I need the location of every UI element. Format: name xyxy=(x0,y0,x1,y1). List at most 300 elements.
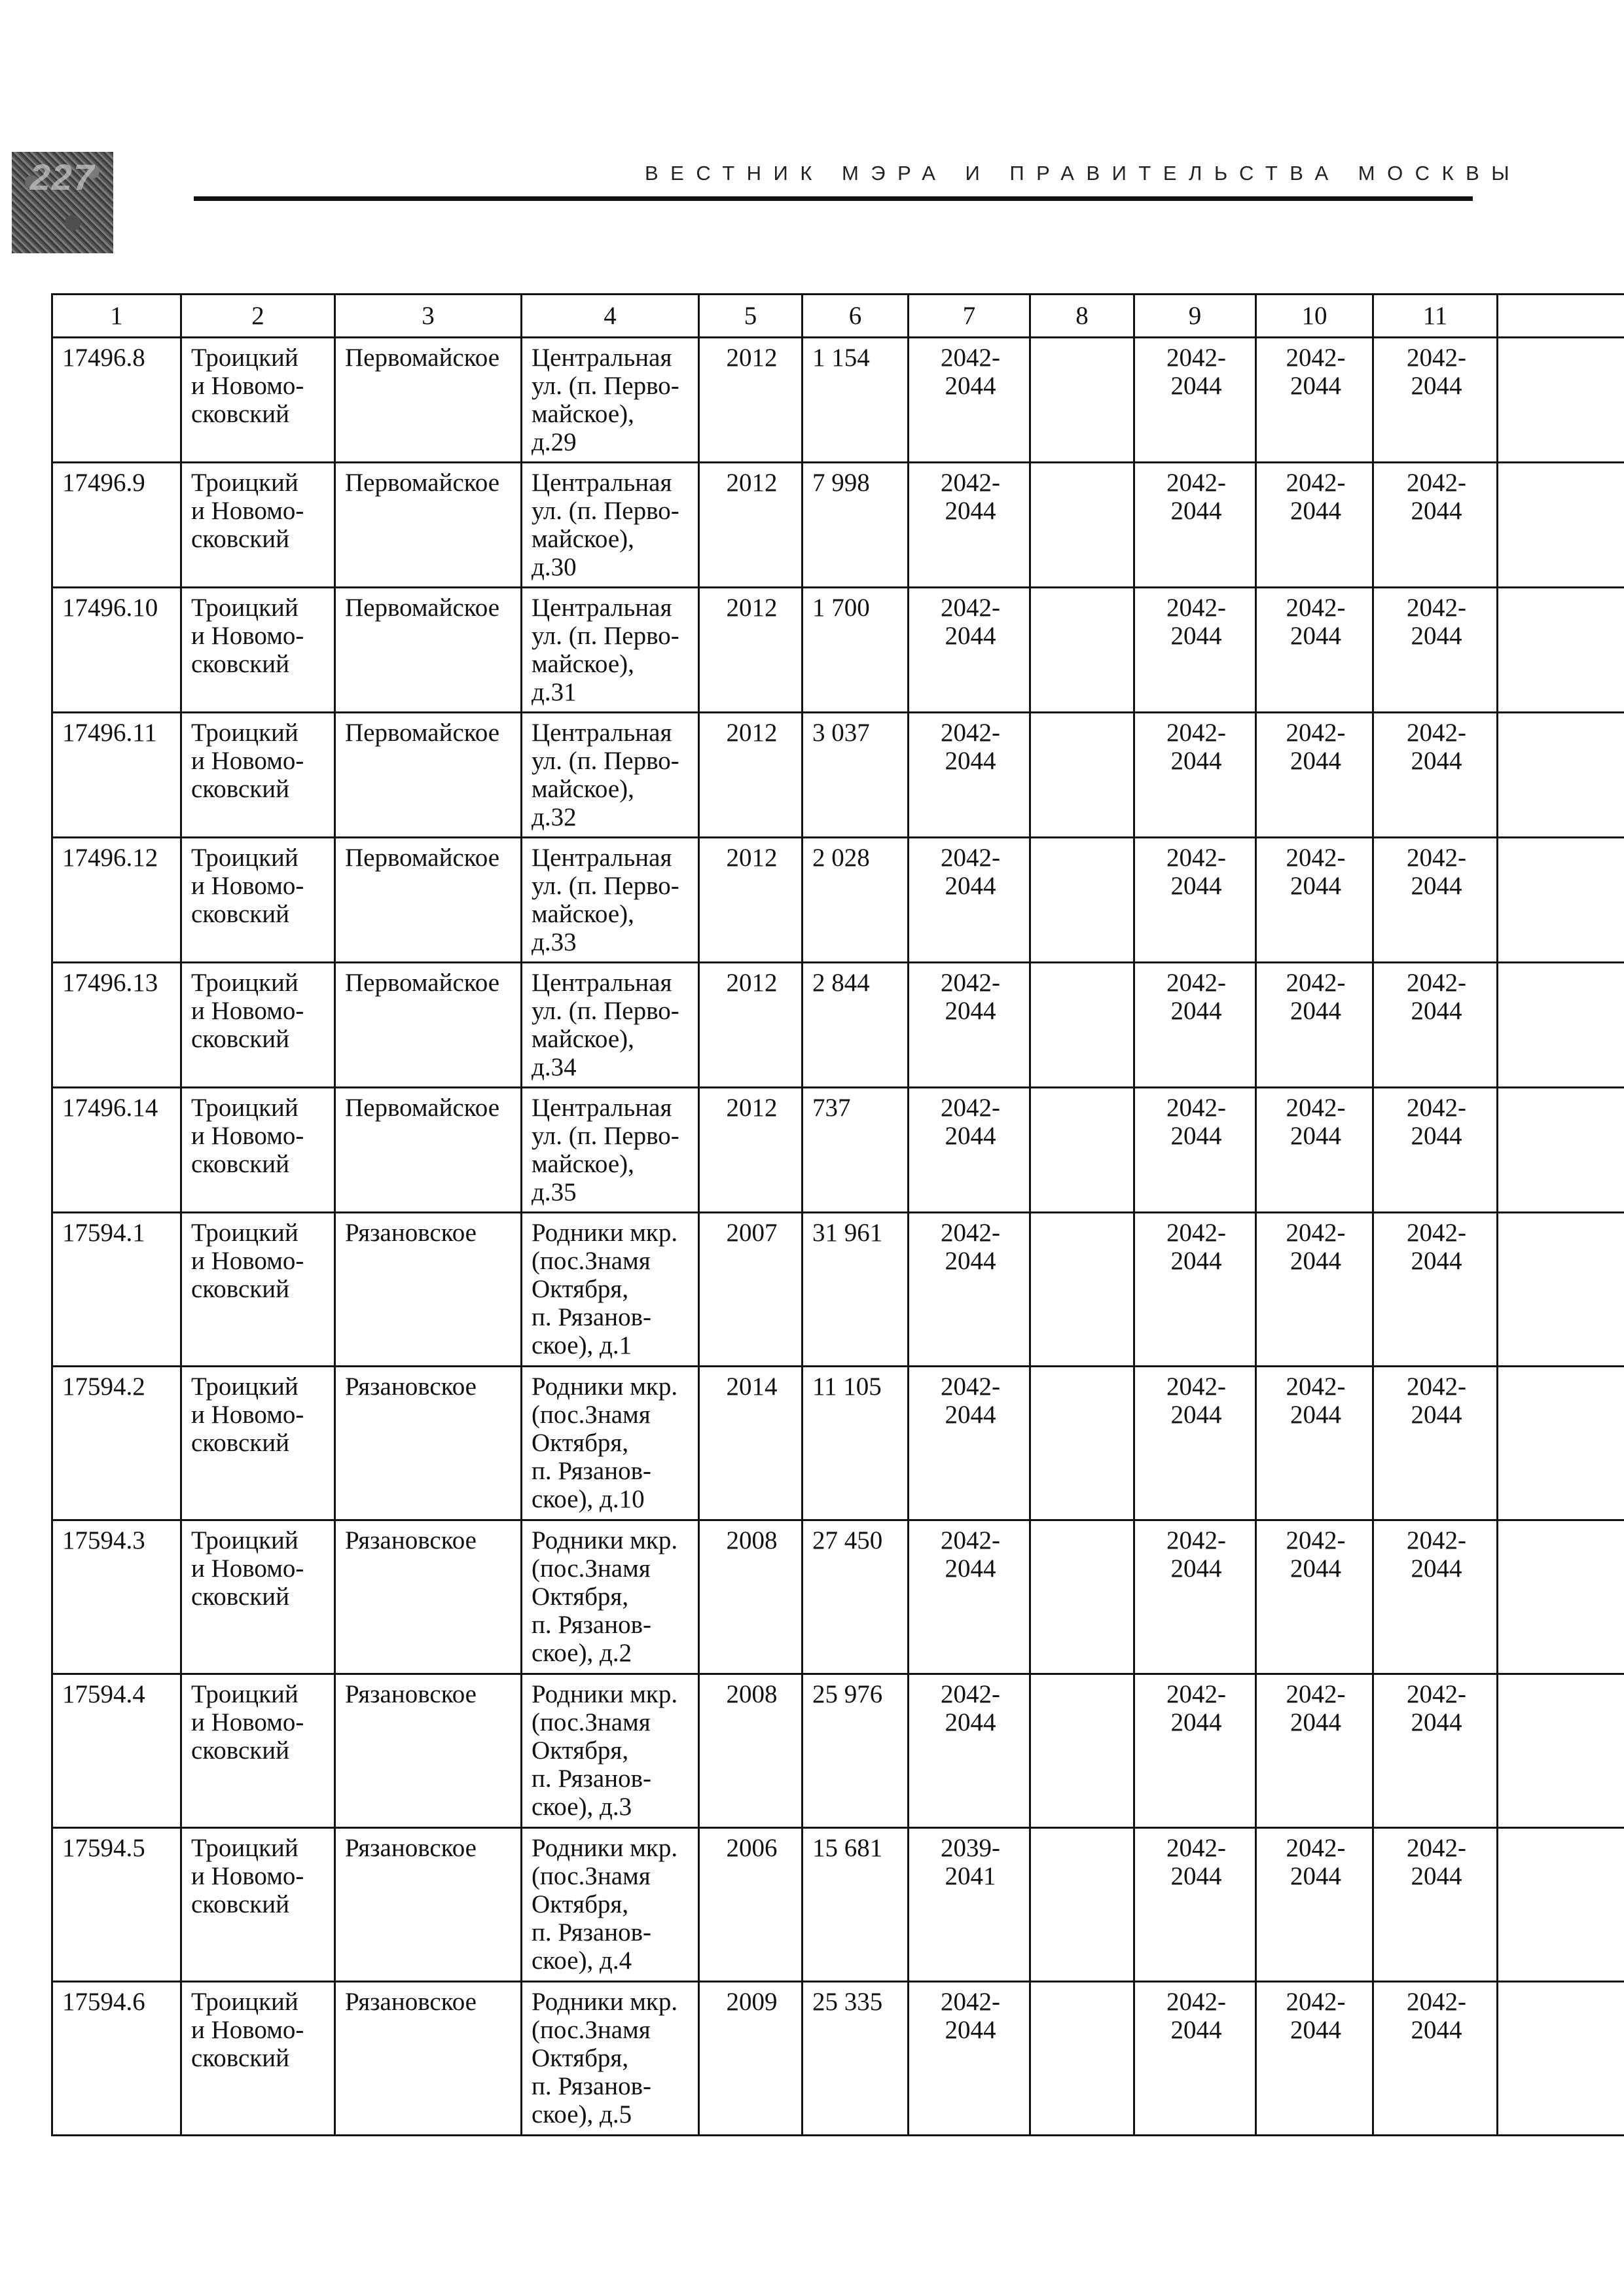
cell-col-4 xyxy=(522,1520,699,1674)
cell-line: (пос.Знамя xyxy=(532,1401,651,1429)
column-header: 6 xyxy=(803,295,909,338)
cell-line: 2042- xyxy=(1286,1372,1346,1401)
cell-col-5: 2006 xyxy=(699,1828,803,1982)
cell-line: 2044 xyxy=(1290,372,1341,400)
housing-registry-table xyxy=(51,293,1624,2136)
cell-line: 2044 xyxy=(1411,1247,1462,1275)
cell-line: п. Рязанов- xyxy=(532,1611,652,1639)
cell-col-2 xyxy=(181,588,335,713)
table-row xyxy=(52,838,1624,963)
cell-col-3: Первомайское xyxy=(335,963,522,1088)
table-row xyxy=(52,588,1624,713)
cell-line: сковский xyxy=(191,1275,289,1303)
cell-col-7 xyxy=(909,588,1030,713)
cell-col-1: 17594.1 xyxy=(52,1213,181,1367)
cell-col-12 xyxy=(1498,1674,1624,1828)
cell-col-8 xyxy=(1030,713,1134,838)
cell-line: ул. (п. Перво- xyxy=(532,872,679,900)
cell-line: 2044 xyxy=(1170,1554,1222,1583)
cell-line: 2042- xyxy=(1286,844,1346,872)
cell-col-6: 11 105 xyxy=(803,1367,909,1520)
cell-col-9 xyxy=(1134,1982,1256,2136)
cell-col-8 xyxy=(1030,1088,1134,1213)
cell-line: 2042- xyxy=(941,969,1000,997)
cell-line: 2042- xyxy=(1407,1372,1466,1401)
cell-line: 2044 xyxy=(1411,1554,1462,1583)
cell-col-1: 17594.2 xyxy=(52,1367,181,1520)
cell-line: 2042- xyxy=(1407,1680,1466,1708)
cell-line: и Новомо- xyxy=(191,1708,304,1736)
cell-line: майское), xyxy=(532,1025,634,1053)
cell-line: 2042- xyxy=(1407,1988,1466,2016)
cell-line: 2042- xyxy=(1286,1680,1346,1708)
cell-line: 2044 xyxy=(1170,997,1222,1025)
cell-line: 2044 xyxy=(1290,1247,1341,1275)
cell-line: сковский xyxy=(191,1736,289,1765)
cell-line: 2044 xyxy=(1411,872,1462,900)
cell-col-7 xyxy=(909,338,1030,463)
cell-col-9 xyxy=(1134,1088,1256,1213)
cell-line: 2042- xyxy=(1286,1526,1346,1554)
cell-col-6: 3 037 xyxy=(803,713,909,838)
column-header: 1 xyxy=(52,295,181,338)
cell-line: 2044 xyxy=(945,1708,996,1736)
cell-line: Центральная xyxy=(532,969,672,997)
cell-line: 2044 xyxy=(1170,1247,1222,1275)
cell-line: и Новомо- xyxy=(191,2016,304,2044)
cell-line: 2042- xyxy=(1166,844,1226,872)
cell-line: д.34 xyxy=(532,1053,577,1081)
cell-line: и Новомо- xyxy=(191,997,304,1025)
cell-line: ул. (п. Перво- xyxy=(532,747,679,775)
cell-line: ул. (п. Перво- xyxy=(532,997,679,1025)
cell-line: 2044 xyxy=(945,1122,996,1150)
cell-line: Троицкий xyxy=(191,344,298,372)
cell-line: Троицкий xyxy=(191,1094,298,1122)
cell-col-8 xyxy=(1030,963,1134,1088)
cell-col-9 xyxy=(1134,1520,1256,1674)
cell-line: 2042- xyxy=(1286,719,1346,747)
cell-line: (пос.Знамя xyxy=(532,1247,651,1275)
page-number-badge xyxy=(12,152,113,253)
table-row xyxy=(52,1520,1624,1674)
cell-col-12 xyxy=(1498,1213,1624,1367)
page-number: 227 xyxy=(29,156,96,198)
cell-col-3: Первомайское xyxy=(335,463,522,588)
column-header: 4 xyxy=(522,295,699,338)
cell-line: 2044 xyxy=(1290,1862,1341,1890)
cell-line: 2044 xyxy=(1290,1122,1341,1150)
column-header: 8 xyxy=(1030,295,1134,338)
cell-col-3: Первомайское xyxy=(335,588,522,713)
cell-col-11 xyxy=(1373,1088,1498,1213)
cell-col-1: 17496.12 xyxy=(52,838,181,963)
cell-line: 2044 xyxy=(1411,497,1462,525)
cell-col-1: 17496.10 xyxy=(52,588,181,713)
cell-col-3: Рязановское xyxy=(335,1213,522,1367)
cell-col-1: 17496.14 xyxy=(52,1088,181,1213)
cell-col-6: 25 335 xyxy=(803,1982,909,2136)
cell-col-11 xyxy=(1373,1828,1498,1982)
cell-col-4 xyxy=(522,1367,699,1520)
cell-col-10 xyxy=(1256,463,1373,588)
table-body xyxy=(52,338,1624,2136)
cell-col-9 xyxy=(1134,1674,1256,1828)
cell-line: сковский xyxy=(191,2044,289,2072)
cell-line: 2042- xyxy=(1166,1680,1226,1708)
cell-line: сковский xyxy=(191,1429,289,1457)
cell-col-1: 17496.13 xyxy=(52,963,181,1088)
cell-line: 2044 xyxy=(945,747,996,775)
cell-line: сковский xyxy=(191,1890,289,1918)
cell-col-12 xyxy=(1498,713,1624,838)
cell-line: 2044 xyxy=(1170,1401,1222,1429)
cell-col-1: 17496.11 xyxy=(52,713,181,838)
cell-line: 2044 xyxy=(1170,747,1222,775)
cell-line: 2042- xyxy=(941,844,1000,872)
cell-line: 2044 xyxy=(945,1247,996,1275)
cell-col-7 xyxy=(909,1674,1030,1828)
cell-line: д.30 xyxy=(532,553,577,581)
cell-col-3: Первомайское xyxy=(335,338,522,463)
cell-line: д.29 xyxy=(532,428,577,456)
cell-line: 2042- xyxy=(1286,1219,1346,1247)
cell-line: 2044 xyxy=(1290,997,1341,1025)
cell-col-5: 2008 xyxy=(699,1520,803,1674)
cell-col-9 xyxy=(1134,463,1256,588)
cell-col-9 xyxy=(1134,1828,1256,1982)
cell-col-1: 17496.8 xyxy=(52,338,181,463)
cell-col-3: Рязановское xyxy=(335,1828,522,1982)
cell-col-5: 2012 xyxy=(699,838,803,963)
cell-line: Центральная xyxy=(532,1094,672,1122)
cell-line: ул. (п. Перво- xyxy=(532,622,679,650)
cell-col-10 xyxy=(1256,588,1373,713)
column-header: 9 xyxy=(1134,295,1256,338)
cell-col-3: Рязановское xyxy=(335,1367,522,1520)
table-row xyxy=(52,1213,1624,1367)
cell-col-4 xyxy=(522,338,699,463)
cell-line: 2042- xyxy=(1407,969,1466,997)
cell-line: 2042- xyxy=(941,594,1000,622)
cell-col-3: Рязановское xyxy=(335,1674,522,1828)
cell-line: Центральная xyxy=(532,469,672,497)
cell-col-4 xyxy=(522,1674,699,1828)
cell-line: Октября, xyxy=(532,1736,629,1765)
cell-col-2 xyxy=(181,713,335,838)
cell-col-9 xyxy=(1134,1213,1256,1367)
cell-line: Центральная xyxy=(532,594,672,622)
cell-col-2 xyxy=(181,1088,335,1213)
cell-col-7 xyxy=(909,1982,1030,2136)
cell-col-2 xyxy=(181,963,335,1088)
cell-line: 2044 xyxy=(1411,997,1462,1025)
cell-line: 2044 xyxy=(945,1401,996,1429)
cell-col-4 xyxy=(522,1982,699,2136)
cell-col-10 xyxy=(1256,1828,1373,1982)
cell-col-5: 2008 xyxy=(699,1674,803,1828)
cell-col-2 xyxy=(181,1367,335,1520)
cell-line: Троицкий xyxy=(191,1988,298,2016)
cell-col-1: 17496.9 xyxy=(52,463,181,588)
cell-col-9 xyxy=(1134,338,1256,463)
cell-col-10 xyxy=(1256,1674,1373,1828)
cell-line: 2042- xyxy=(1286,344,1346,372)
cell-line: (пос.Знамя xyxy=(532,1862,651,1890)
cell-line: Троицкий xyxy=(191,1219,298,1247)
cell-line: 2044 xyxy=(1170,2016,1222,2044)
cell-col-1: 17594.3 xyxy=(52,1520,181,1674)
cell-line: 2042- xyxy=(1166,719,1226,747)
cell-line: 2042- xyxy=(1407,844,1466,872)
cell-line: 2044 xyxy=(1411,1708,1462,1736)
cell-col-2 xyxy=(181,338,335,463)
cell-col-5: 2007 xyxy=(699,1213,803,1367)
cell-col-7 xyxy=(909,838,1030,963)
cell-line: 2042- xyxy=(1166,1094,1226,1122)
cell-line: 2042- xyxy=(1286,1988,1346,2016)
cell-line: 2042- xyxy=(1407,1526,1466,1554)
cell-col-7 xyxy=(909,1213,1030,1367)
cell-line: Родники мкр. xyxy=(532,1526,678,1554)
cell-col-7 xyxy=(909,1520,1030,1674)
cell-line: 2044 xyxy=(1411,1401,1462,1429)
cell-line: д.31 xyxy=(532,678,577,706)
cell-line: майское), xyxy=(532,1150,634,1178)
table-row xyxy=(52,1982,1624,2136)
cell-line: 2044 xyxy=(1170,1862,1222,1890)
cell-line: 2042- xyxy=(1286,1094,1346,1122)
column-header: 7 xyxy=(909,295,1030,338)
cell-col-4 xyxy=(522,1828,699,1982)
cell-line: 2044 xyxy=(1170,1122,1222,1150)
cell-col-2 xyxy=(181,1213,335,1367)
cell-line: сковский xyxy=(191,1025,289,1053)
cell-line: 2042- xyxy=(1286,469,1346,497)
cell-line: 2042- xyxy=(1407,344,1466,372)
cell-line: п. Рязанов- xyxy=(532,2072,652,2100)
cell-col-11 xyxy=(1373,1674,1498,1828)
cell-line: 2039- xyxy=(941,1834,1000,1862)
cell-col-5: 2012 xyxy=(699,588,803,713)
cell-col-4 xyxy=(522,713,699,838)
cell-line: Троицкий xyxy=(191,1372,298,1401)
cell-line: ское), д.3 xyxy=(532,1793,632,1821)
cell-line: Центральная xyxy=(532,344,672,372)
cell-line: 2042- xyxy=(1166,1526,1226,1554)
cell-line: 2044 xyxy=(945,2016,996,2044)
cell-col-10 xyxy=(1256,838,1373,963)
cell-line: майское), xyxy=(532,775,634,803)
cell-col-9 xyxy=(1134,963,1256,1088)
cell-col-6: 27 450 xyxy=(803,1520,909,1674)
cell-col-4 xyxy=(522,463,699,588)
cell-line: и Новомо- xyxy=(191,872,304,900)
cell-line: Троицкий xyxy=(191,1680,298,1708)
cell-col-6: 737 xyxy=(803,1088,909,1213)
cell-col-8 xyxy=(1030,1520,1134,1674)
cell-line: 2044 xyxy=(945,997,996,1025)
cell-col-3: Рязановское xyxy=(335,1520,522,1674)
cell-line: 2042- xyxy=(941,469,1000,497)
cell-col-8 xyxy=(1030,838,1134,963)
cell-line: 2044 xyxy=(1411,1862,1462,1890)
cell-col-6: 25 976 xyxy=(803,1674,909,1828)
cell-line: 2044 xyxy=(945,497,996,525)
cell-col-2 xyxy=(181,1520,335,1674)
cell-line: 2044 xyxy=(1411,622,1462,650)
cell-col-7 xyxy=(909,963,1030,1088)
cell-col-11 xyxy=(1373,838,1498,963)
cell-line: 2042- xyxy=(1407,719,1466,747)
cell-line: ское), д.10 xyxy=(532,1485,645,1513)
column-header: 2 xyxy=(181,295,335,338)
cell-line: сковский xyxy=(191,1583,289,1611)
cell-col-6: 2 028 xyxy=(803,838,909,963)
cell-line: (пос.Знамя xyxy=(532,1554,651,1583)
cell-line: и Новомо- xyxy=(191,747,304,775)
table-row xyxy=(52,963,1624,1088)
cell-col-4 xyxy=(522,588,699,713)
cell-line: 2042- xyxy=(941,344,1000,372)
cell-col-11 xyxy=(1373,1520,1498,1674)
cell-col-5: 2012 xyxy=(699,1088,803,1213)
cell-line: 2044 xyxy=(945,622,996,650)
cell-line: 2042- xyxy=(1407,469,1466,497)
cell-col-10 xyxy=(1256,1088,1373,1213)
cell-line: Троицкий xyxy=(191,969,298,997)
table-row xyxy=(52,1088,1624,1213)
table-row xyxy=(52,1674,1624,1828)
cell-col-7 xyxy=(909,713,1030,838)
cell-line: п. Рязанов- xyxy=(532,1303,652,1331)
cell-line: 2042- xyxy=(941,1988,1000,2016)
cell-line: 2044 xyxy=(1170,622,1222,650)
cell-col-6: 15 681 xyxy=(803,1828,909,1982)
cell-line: ское), д.4 xyxy=(532,1946,632,1975)
cell-line: сковский xyxy=(191,775,289,803)
cell-col-9 xyxy=(1134,588,1256,713)
cell-col-3: Первомайское xyxy=(335,838,522,963)
table-row xyxy=(52,463,1624,588)
cell-line: и Новомо- xyxy=(191,1247,304,1275)
column-header: 3 xyxy=(335,295,522,338)
cell-col-6: 7 998 xyxy=(803,463,909,588)
cell-line: и Новомо- xyxy=(191,1554,304,1583)
cell-col-10 xyxy=(1256,338,1373,463)
cell-col-4 xyxy=(522,1088,699,1213)
cell-line: майское), xyxy=(532,525,634,553)
cell-line: Родники мкр. xyxy=(532,1372,678,1401)
cell-col-3: Первомайское xyxy=(335,713,522,838)
cell-col-7 xyxy=(909,1367,1030,1520)
cell-col-12 xyxy=(1498,1088,1624,1213)
cell-line: 2042- xyxy=(1407,1219,1466,1247)
cell-line: 2044 xyxy=(1290,872,1341,900)
cell-col-5: 2012 xyxy=(699,463,803,588)
cell-col-12 xyxy=(1498,838,1624,963)
table-header-row xyxy=(52,295,1624,338)
cell-col-11 xyxy=(1373,338,1498,463)
cell-col-7 xyxy=(909,463,1030,588)
cell-line: д.33 xyxy=(532,928,577,956)
table-row xyxy=(52,713,1624,838)
cell-line: (пос.Знамя xyxy=(532,1708,651,1736)
cell-line: сковский xyxy=(191,400,289,428)
cell-col-9 xyxy=(1134,838,1256,963)
cell-line: 2044 xyxy=(1411,1122,1462,1150)
cell-line: 2042- xyxy=(1166,969,1226,997)
cell-line: ское), д.2 xyxy=(532,1639,632,1667)
cell-col-11 xyxy=(1373,463,1498,588)
cell-line: 2044 xyxy=(1170,497,1222,525)
cell-col-2 xyxy=(181,463,335,588)
cell-col-11 xyxy=(1373,588,1498,713)
cell-col-12 xyxy=(1498,963,1624,1088)
cell-line: 2042- xyxy=(1166,1988,1226,2016)
cell-line: 2041 xyxy=(945,1862,996,1890)
cell-line: п. Рязанов- xyxy=(532,1918,652,1946)
cell-line: Октября, xyxy=(532,2044,629,2072)
column-header: 11 xyxy=(1373,295,1498,338)
cell-line: 2042- xyxy=(1166,344,1226,372)
cell-line: п. Рязанов- xyxy=(532,1765,652,1793)
cell-line: п. Рязанов- xyxy=(532,1457,652,1485)
cell-col-1: 17594.5 xyxy=(52,1828,181,1982)
table-row xyxy=(52,1367,1624,1520)
cell-line: сковский xyxy=(191,525,289,553)
cell-line: 2044 xyxy=(1290,622,1341,650)
cell-line: 2044 xyxy=(1411,2016,1462,2044)
cell-line: Родники мкр. xyxy=(532,1680,678,1708)
cell-line: 2042- xyxy=(1407,594,1466,622)
cell-col-2 xyxy=(181,1674,335,1828)
cell-col-7 xyxy=(909,1088,1030,1213)
cell-line: 2042- xyxy=(1166,1372,1226,1401)
cell-line: ул. (п. Перво- xyxy=(532,497,679,525)
cell-line: ул. (п. Перво- xyxy=(532,372,679,400)
cell-col-6: 1 154 xyxy=(803,338,909,463)
cell-line: 2044 xyxy=(1290,1401,1341,1429)
cell-col-1: 17594.6 xyxy=(52,1982,181,2136)
table-row xyxy=(52,338,1624,463)
cell-col-6: 31 961 xyxy=(803,1213,909,1367)
cell-line: и Новомо- xyxy=(191,622,304,650)
cell-col-10 xyxy=(1256,1520,1373,1674)
cell-line: Октября, xyxy=(532,1583,629,1611)
cell-line: Октября, xyxy=(532,1275,629,1303)
cell-col-10 xyxy=(1256,1213,1373,1367)
cell-col-8 xyxy=(1030,463,1134,588)
cell-line: 2042- xyxy=(941,1680,1000,1708)
cell-col-10 xyxy=(1256,963,1373,1088)
cell-line: 2042- xyxy=(941,1372,1000,1401)
cell-line: майское), xyxy=(532,650,634,678)
cell-line: Октября, xyxy=(532,1429,629,1457)
cell-line: и Новомо- xyxy=(191,372,304,400)
header-divider xyxy=(194,196,1473,201)
cell-col-8 xyxy=(1030,1213,1134,1367)
cell-col-12 xyxy=(1498,463,1624,588)
cell-line: сковский xyxy=(191,1150,289,1178)
cell-line: 2044 xyxy=(1411,747,1462,775)
cell-col-7 xyxy=(909,1828,1030,1982)
cell-col-2 xyxy=(181,1982,335,2136)
cell-col-12 xyxy=(1498,1828,1624,1982)
cell-line: Центральная xyxy=(532,844,672,872)
cell-line: 2044 xyxy=(1290,1554,1341,1583)
cell-col-1: 17594.4 xyxy=(52,1674,181,1828)
